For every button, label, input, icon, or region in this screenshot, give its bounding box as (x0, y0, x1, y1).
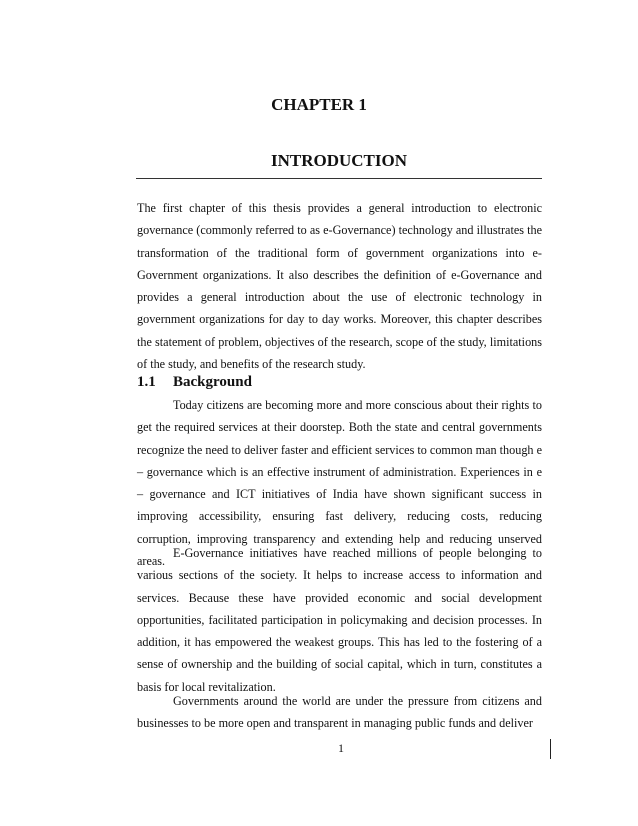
chapter-title: INTRODUCTION (270, 151, 408, 170)
background-paragraph-2: E-Governance initiatives have reached millions of people belonging to various sections of the society. It helps to increase access to information and services. Because these have provided economic and social development opportunities, facilitated participation in policymaking and decision processes. In addition, it has empowered the weakest groups. This has led to the fostering of a sense of ownership and the building of social capital, which in turn, constitutes a basis for local revitalization. (137, 546, 542, 694)
background-paragraph-1: Today citizens are becoming more and more conscious about their rights to get the required services at their doorstep. Both the state and central governments recognize the need to deliver faster and efficient services to common man though e – governance which is an effective instrument of administration. Experiences in e – governance and ICT initiatives of India have shown significant success in improving accessibility, ensuring fast delivery, reducing costs, reducing corruption, improving transparency and extending help and reducing unserved areas. (137, 398, 542, 569)
title-divider (136, 178, 542, 179)
page-number: 1 (338, 741, 344, 755)
background-paragraph-3: Governments around the world are under the pressure from citizens and businesses to be more open and transparent in managing public funds and deliver (137, 694, 542, 731)
margin-bar (550, 739, 551, 759)
chapter-label: CHAPTER 1 (271, 95, 367, 114)
section-number: 1.1 (137, 374, 156, 390)
intro-paragraph: The first chapter of this thesis provides a general introduction to electronic governance (commonly referred to as e-Governance) technology and illustrates the transformation of the traditional form of government organizations into e-Government organizations. It also describes the definition of e-Governance and provides a general introduction about the use of electronic technology in government organizations for day to day works. Moreover, this chapter describes the statement of problem, objectives of the research, scope of the study, limitations of the study, and benefits of the research study. (137, 201, 542, 372)
section-heading (137, 372, 252, 392)
section-title: Background (173, 374, 252, 390)
